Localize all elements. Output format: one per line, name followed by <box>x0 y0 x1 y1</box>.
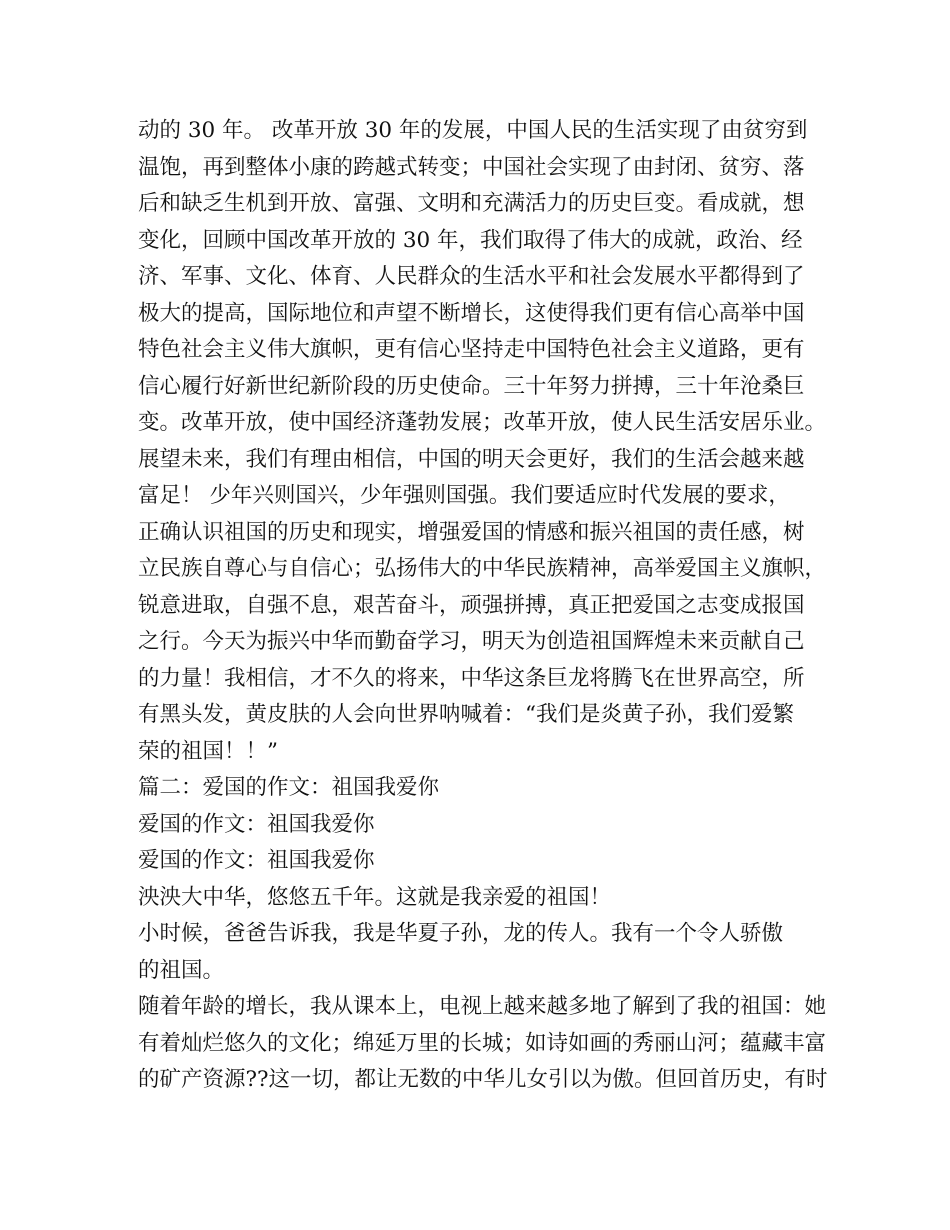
text-line: 有着灿烂悠久的文化；绵延万里的长城；如诗如画的秀丽山河；蕴藏丰富 <box>138 1030 827 1056</box>
text-line: 正确认识祖国的历史和现实，增强爱国的情感和振兴祖国的责任感，树 <box>138 519 805 545</box>
text-line: 泱泱大中华，悠悠五千年。这就是我亲爱的祖国！ <box>138 884 612 910</box>
text-line: 锐意进取，自强不息，艰苦奋斗，顽强拼搏，真正把爱国之志变成报国 <box>138 592 805 618</box>
text-line: 小时候，爸爸告诉我，我是华夏子孙，龙的传人。我有一个令人骄傲 <box>138 921 784 946</box>
text-line: 有黑头发，黄皮肤的人会向世界呐喊着：“我们是炎黄子孙，我们爱繁 <box>138 702 794 727</box>
text-line: 富足！ 少年兴则国兴，少年强则国强。我们要适应时代发展的要求， <box>138 483 790 508</box>
text-line: 展望未来，我们有理由相信，中国的明天会更好，我们的生活会越来越 <box>138 446 805 472</box>
text-line: 的矿产资源??这一切，都让无数的中华儿女引以为傲。但回首历史，有时 <box>138 1067 828 1092</box>
text-line: 温饱，再到整体小康的跨越式转变；中国社会实现了由封闭、贫穷、落 <box>138 154 805 180</box>
text-line: 荣的祖国！！” <box>138 738 278 764</box>
document-body <box>138 113 828 1099</box>
text-line: 之行。今天为振兴中华而勤奋学习，明天为创造祖国辉煌未来贡献自己 <box>138 629 805 654</box>
text-line: 的力量！我相信，才不久的将来，中华这条巨龙将腾飞在世界高空，所 <box>138 665 805 691</box>
text-line: 动的 30 年。 改革开放 30 年的发展，中国人民的生活实现了由贫穷到 <box>138 118 808 143</box>
text-line: 随着年龄的增长，我从课本上，电视上越来越多地了解到了我的祖国：她 <box>138 994 827 1019</box>
text-line: 立民族自尊心与自信心；弘扬伟大的中华民族精神，高举爱国主义旗帜， <box>138 556 827 581</box>
text-line: 极大的提高，国际地位和声望不断增长，这使得我们更有信心高举中国 <box>138 300 805 326</box>
section-heading: 篇二：爱国的作文：祖国我爱你 <box>138 775 440 800</box>
essay-title-line: 爱国的作文：祖国我爱你 <box>138 811 375 837</box>
text-line: 后和缺乏生机到开放、富强、文明和充满活力的历史巨变。看成就，想 <box>138 191 805 216</box>
text-line: 特色社会主义伟大旗帜，更有信心坚持走中国特色社会主义道路，更有 <box>138 337 805 362</box>
text-line: 济、军事、文化、体育、人民群众的生活水平和社会发展水平都得到了 <box>138 264 805 289</box>
text-line: 变化，回顾中国改革开放的 30 年，我们取得了伟大的成就，政治、经 <box>138 227 803 253</box>
text-line: 的祖国。 <box>138 957 225 983</box>
text-line: 信心履行好新世纪新阶段的历史使命。三十年努力拼搏，三十年沧桑巨 <box>138 373 805 399</box>
text-line: 变。改革开放，使中国经济蓬勃发展；改革开放，使人民生活安居乐业。 <box>138 410 827 435</box>
essay-title-line: 爱国的作文：祖国我爱你 <box>138 848 375 873</box>
